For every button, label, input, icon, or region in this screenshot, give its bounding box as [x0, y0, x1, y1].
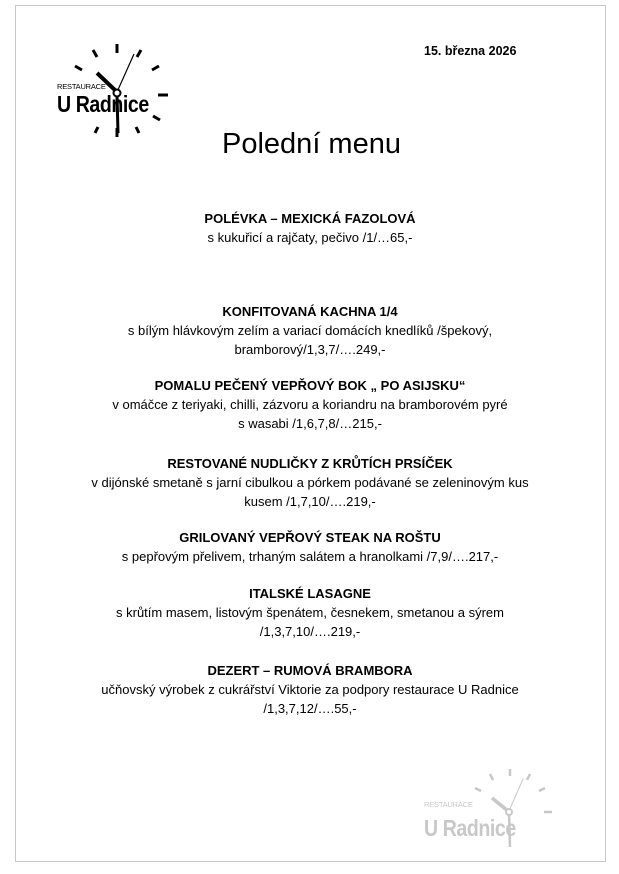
- menu-item: [20, 661, 600, 718]
- logo-small-text: RESTAURACE: [57, 82, 106, 91]
- menu-item-description: /1,3,7,12/….55,-: [263, 701, 357, 716]
- menu-item: [20, 302, 600, 359]
- menu-item-description: s wasabi /1,6,7,8/…215,-: [238, 416, 382, 431]
- menu-item-name: DEZERT – RUMOVÁ BRAMBORA: [207, 663, 413, 678]
- menu-item-description: v dijónské smetaně s jarní cibulkou a pórkem podávané se zeleninovým kus: [91, 475, 529, 490]
- watermark-small-text: RESTAURACE: [424, 800, 473, 809]
- menu-item: [20, 528, 600, 566]
- menu-item: [20, 209, 600, 247]
- menu-item-description: s kukuřicí a rajčaty, pečivo /1/…65,-: [207, 230, 413, 245]
- menu-item-name: POLÉVKA – MEXICKÁ FAZOLOVÁ: [204, 211, 416, 226]
- menu-item: [20, 376, 600, 433]
- menu-item-name: GRILOVANÝ VEPŘOVÝ STEAK NA ROŠTU: [179, 530, 441, 545]
- menu-item-description: s bílým hlávkovým zelím a variací domácích knedlíků /špekový,: [127, 323, 493, 338]
- menu-item-description: s krůtím masem, listovým špenátem, česnekem, smetanou a sýrem: [116, 605, 504, 620]
- page-title: Polední menu: [222, 128, 401, 160]
- menu-item: [20, 454, 600, 511]
- menu-item-description: s pepřovým přelivem, trhaným salátem a hranolkami /7,9/….217,-: [121, 549, 499, 564]
- menu-item-name: RESTOVANÉ NUDLIČKY Z KRŮTÍCH PRSÍČEK: [167, 456, 453, 471]
- menu-item-name: KONFITOVANÁ KACHNA 1/4: [222, 304, 398, 319]
- menu-item-description: v omáčce z teriyaki, chilli, zázvoru a koriandru na bramborovém pyré: [112, 397, 508, 412]
- menu-item-description: bramborový/1,3,7/….249,-: [234, 342, 386, 357]
- menu-item: [20, 584, 600, 641]
- watermark-big-text: U Radnice: [424, 815, 516, 841]
- menu-item-name: ITALSKÉ LASAGNE: [249, 586, 371, 601]
- menu-item-description: kusem /1,7,10/….219,-: [244, 494, 376, 509]
- watermark-logo: [422, 765, 552, 855]
- menu-item-description: /1,3,7,10/….219,-: [259, 624, 361, 639]
- menu-item-name: POMALU PEČENÝ VEPŘOVÝ BOK „ PO ASIJSKU“: [154, 378, 466, 393]
- menu-date: 15. března 2026: [424, 44, 517, 58]
- logo-big-text: U Radnice: [57, 91, 149, 117]
- watermark-clock-icon: [422, 765, 552, 855]
- menu-item-description: učňovský výrobek z cukrářství Viktorie za podpory restaurace U Radnice: [101, 682, 519, 697]
